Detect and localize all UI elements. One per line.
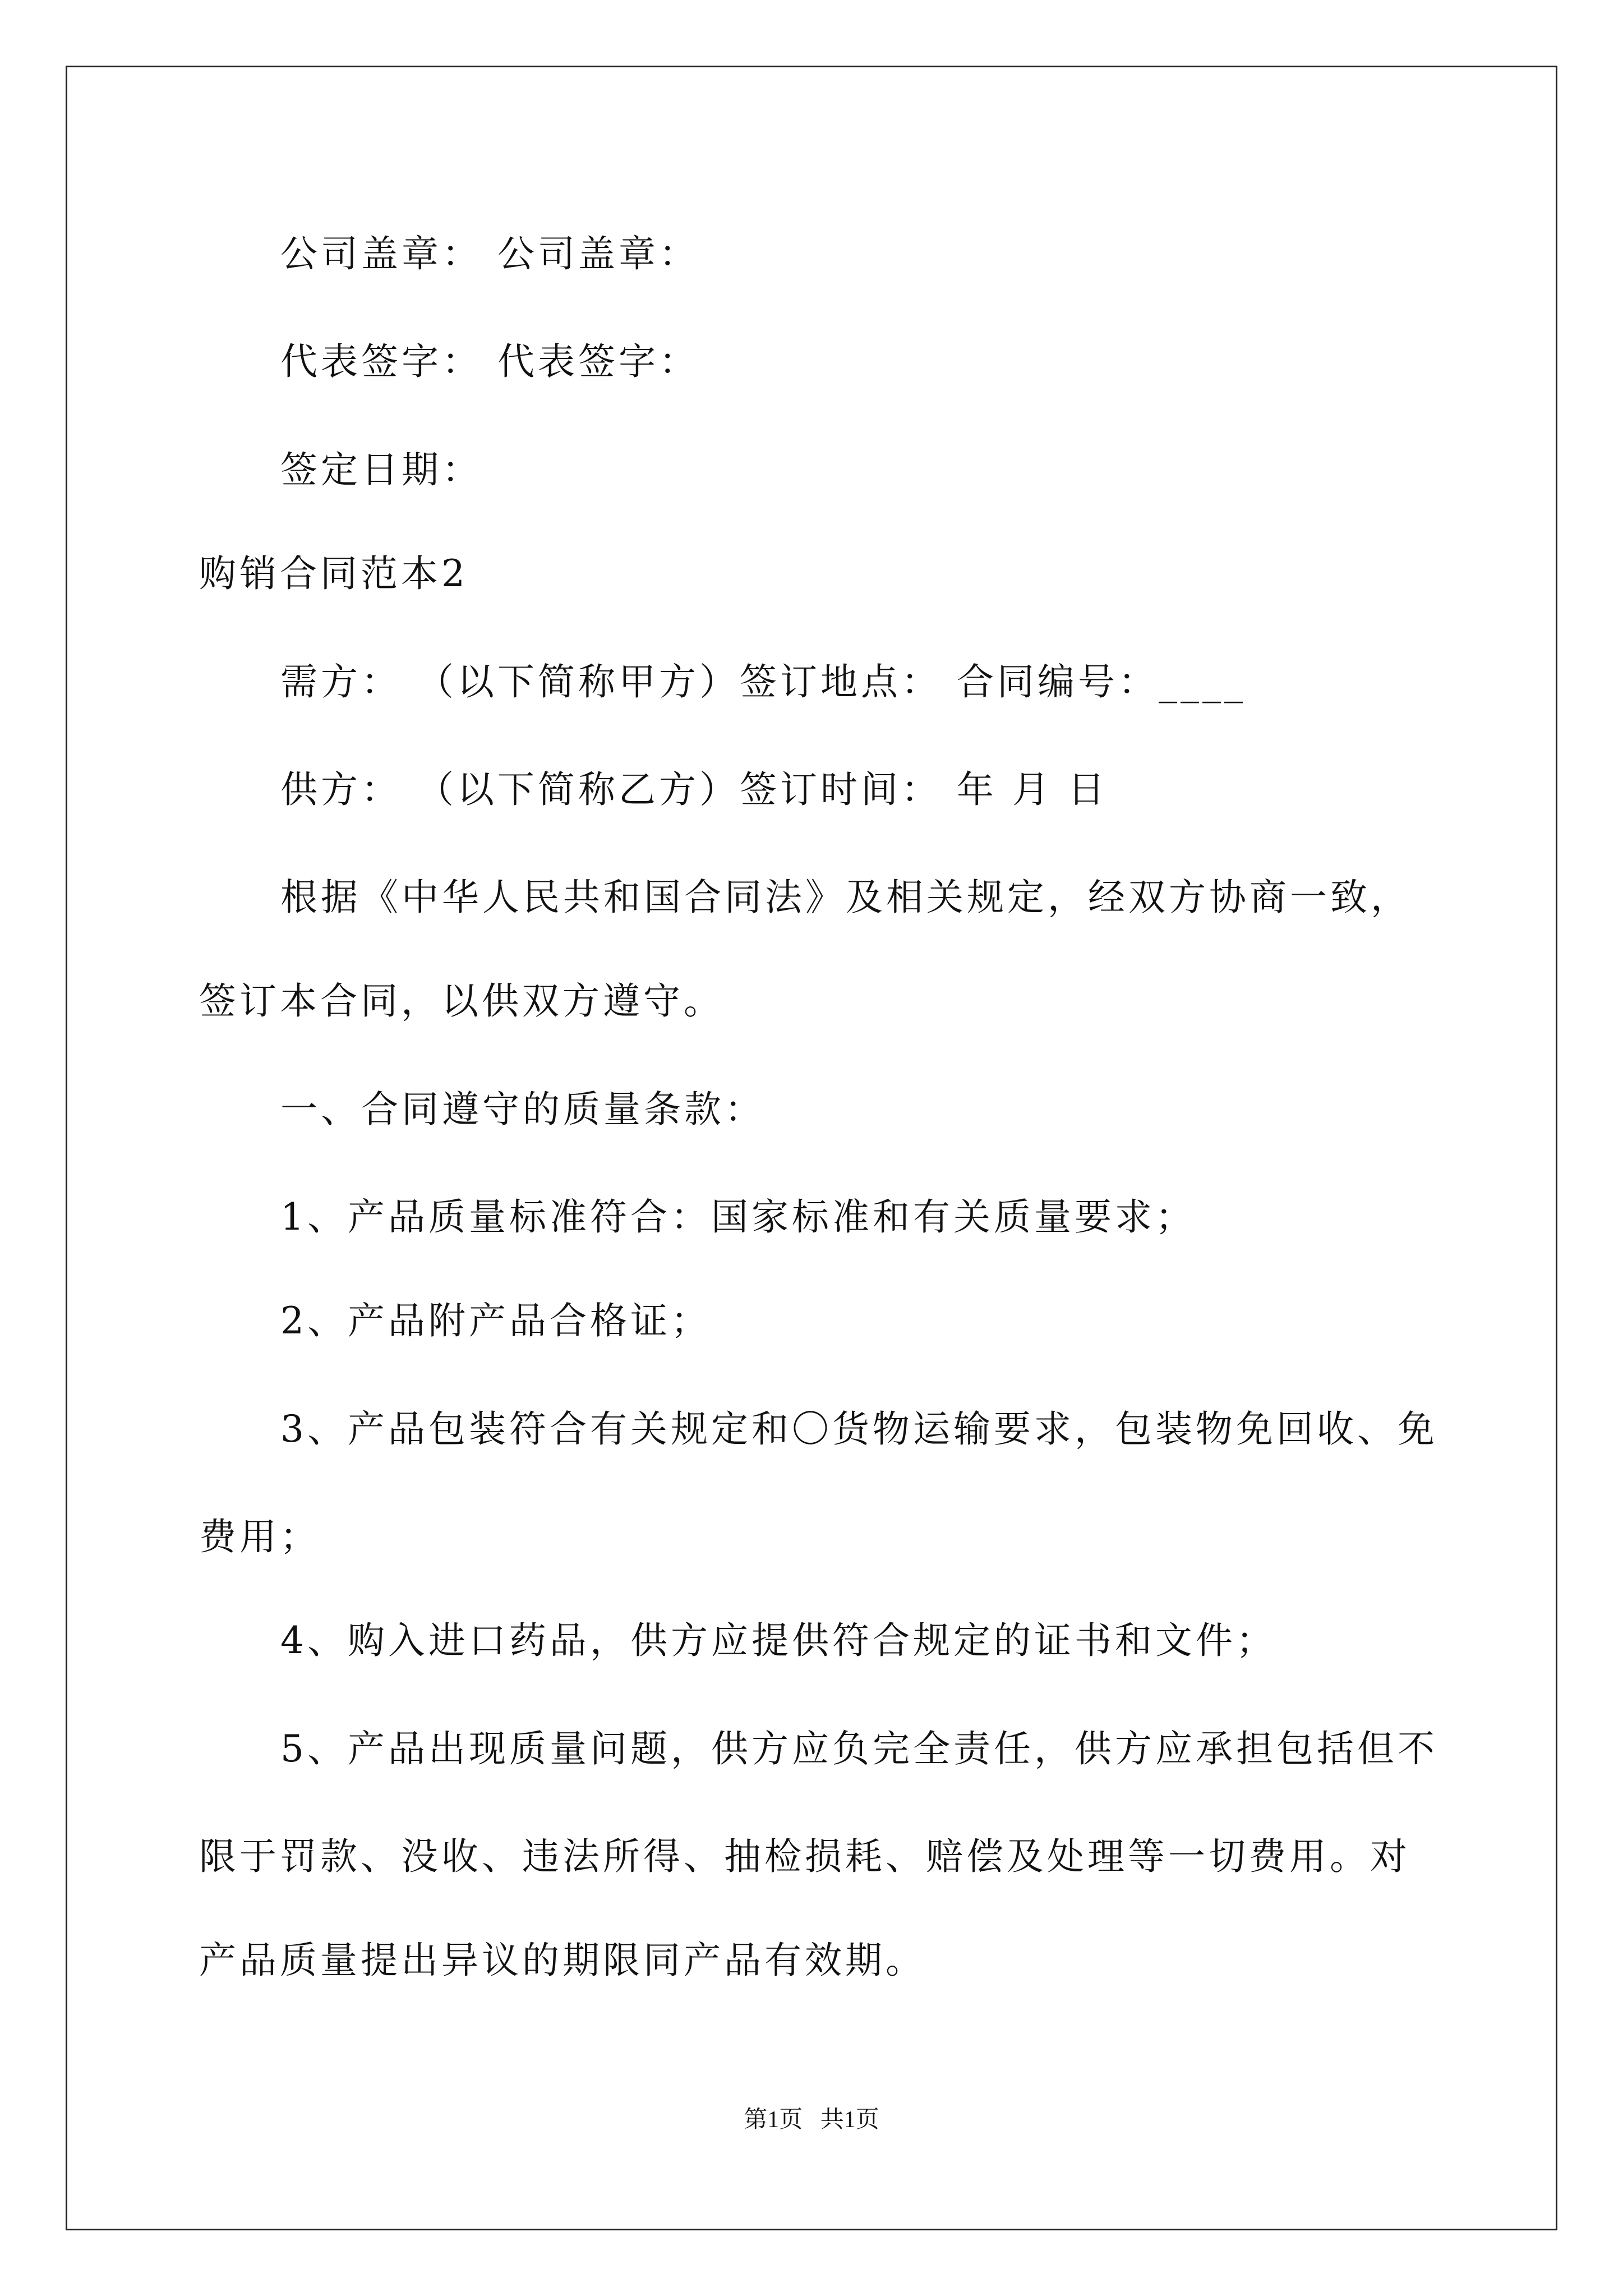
representative-signature-line: 代表签字： 代表签字： — [280, 340, 699, 383]
section-title: 购销合同范本2 — [199, 552, 468, 595]
signing-date-line: 签定日期： — [280, 448, 482, 491]
clause-1: 1、产品质量标准符合：国家标准和有关质量要求； — [280, 1195, 1196, 1239]
supplier-line: 供方： （以下简称乙方）签订时间： 年 月 日 — [280, 768, 1108, 811]
clause-4: 4、购入进口药品，供方应提供符合规定的证书和文件； — [280, 1619, 1276, 1662]
paragraph-intro-line-1: 根据《中华人民共和国合同法》及相关规定，经双方协商一致， — [280, 876, 1411, 919]
company-seal-line: 公司盖章： 公司盖章： — [280, 232, 699, 275]
clause-5-line-3: 产品质量提出异议的期限同产品有效期。 — [199, 1939, 926, 1982]
quality-clause-heading: 一、合同遵守的质量条款： — [280, 1088, 765, 1131]
clause-3-line-1: 3、产品包装符合有关规定和〇货物运输要求，包装物免回收、免 — [280, 1407, 1438, 1451]
page-border — [66, 66, 1557, 2230]
clause-2: 2、产品附产品合格证； — [280, 1299, 711, 1342]
clause-5-line-2: 限于罚款、没收、违法所得、抽检损耗、赔偿及处理等一切费用。对 — [199, 1835, 1410, 1878]
paragraph-intro-line-2: 签订本合同，以供双方遵守。 — [199, 979, 724, 1023]
page-number-footer: 第1页 共1页 — [744, 2107, 879, 2133]
clause-5-line-1: 5、产品出现质量问题，供方应负完全责任，供方应承担包括但不 — [280, 1727, 1438, 1770]
buyer-line: 需方： （以下简称甲方）签订地点： 合同编号：____ — [280, 660, 1246, 703]
clause-3-line-2: 费用； — [199, 1515, 320, 1558]
